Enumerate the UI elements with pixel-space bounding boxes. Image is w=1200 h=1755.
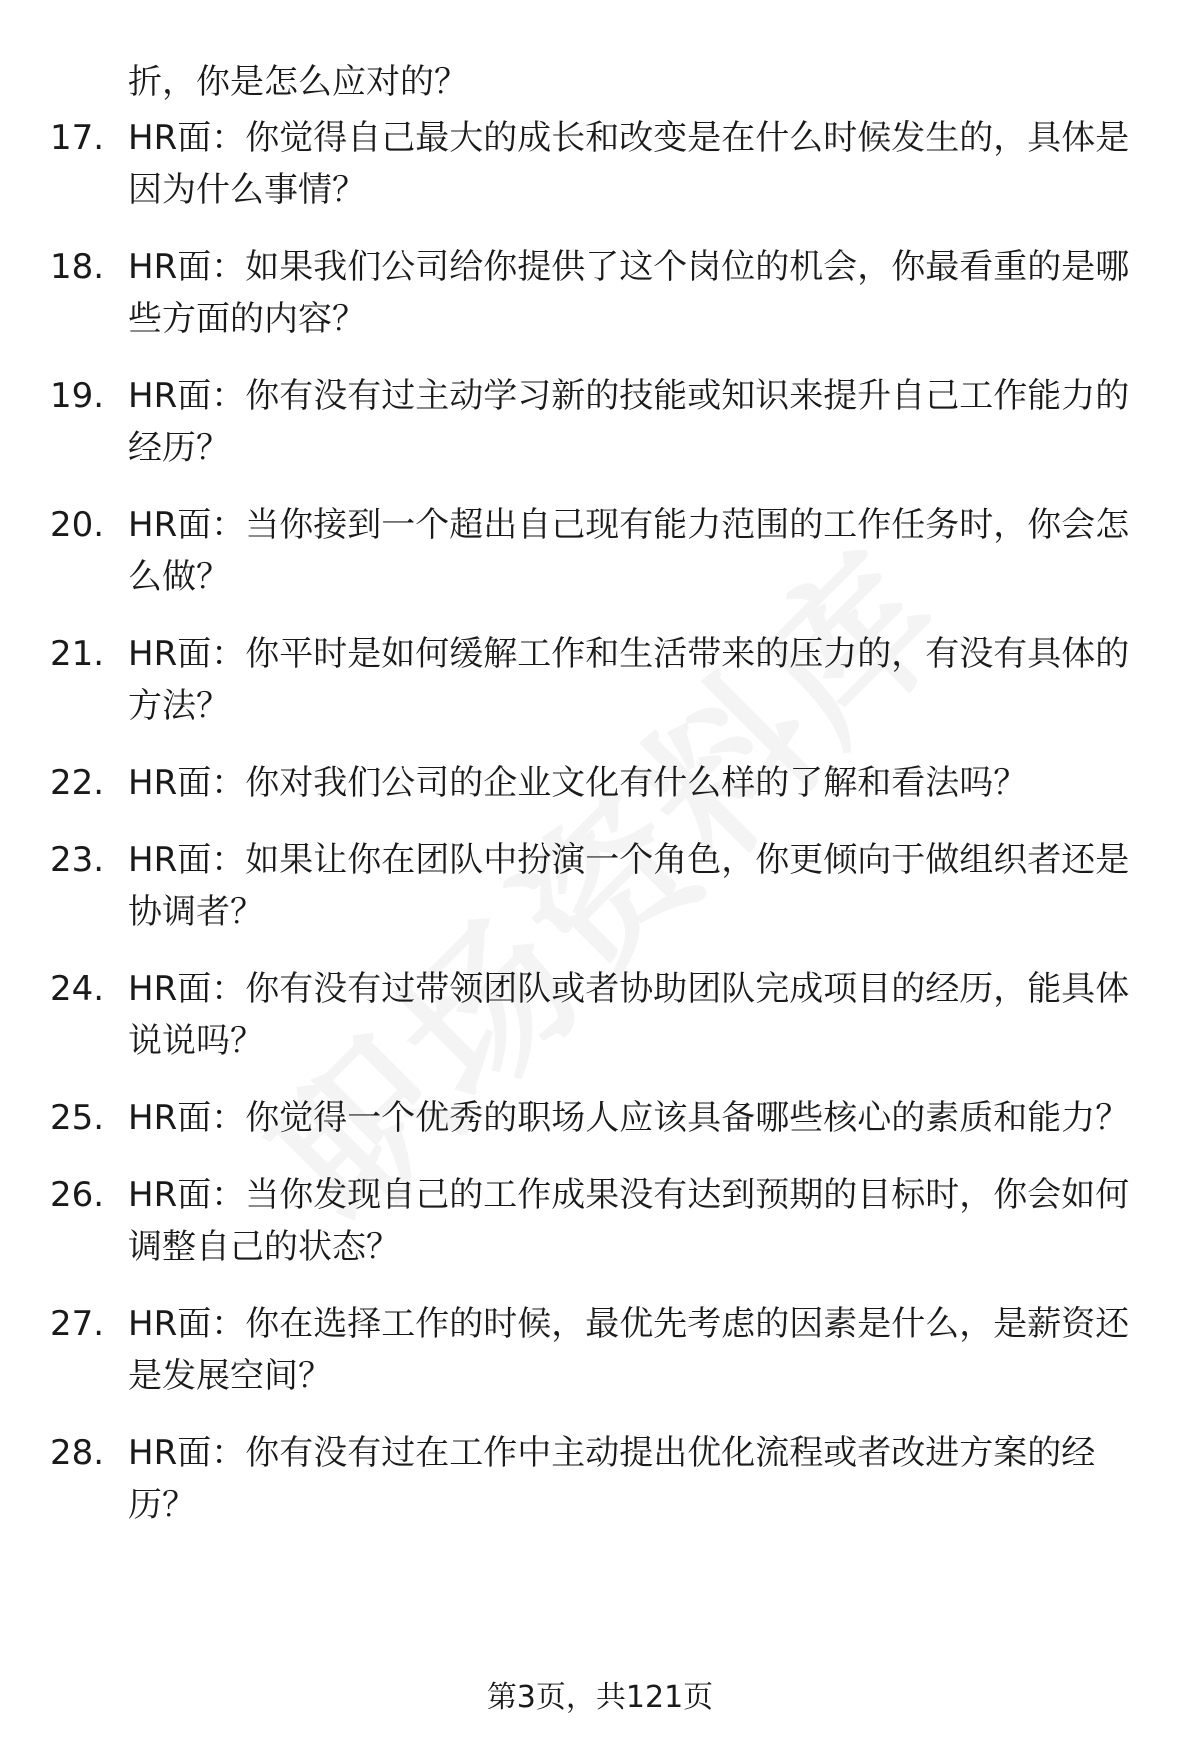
list-item [0,499,1200,603]
list-item [0,834,1200,938]
question-text: HR面：当你发现自己的工作成果没有达到预期的目标时，你会如何调整自己的状态？ [128,1175,1130,1267]
list-item [0,757,1200,809]
list-item [0,241,1200,345]
list-item [0,963,1200,1067]
question-number: 27. [50,1304,105,1344]
question-text: HR面：你觉得一个优秀的职场人应该具备哪些核心的素质和能力？ [128,1098,1130,1138]
continued-question-text: 折，你是怎么应对的？ [128,62,468,102]
list-item [0,1169,1200,1273]
question-number: 24. [50,969,105,1009]
question-text: HR面：你有没有过带领团队或者协助团队完成项目的经历，能具体说说吗？ [128,969,1130,1061]
list-item [0,1092,1200,1144]
question-number: 17. [50,118,105,158]
page-number-footer: 第3页，共121页 [486,1680,714,1715]
question-number: 26. [50,1175,105,1215]
list-item [0,1427,1200,1531]
question-text: HR面：你觉得自己最大的成长和改变是在什么时候发生的，具体是因为什么事情？ [128,118,1130,210]
question-text: HR面：你平时是如何缓解工作和生活带来的压力的，有没有具体的方法？ [128,634,1130,726]
list-item [0,628,1200,732]
question-text: HR面：如果我们公司给你提供了这个岗位的机会，你最看重的是哪些方面的内容？ [128,247,1130,339]
question-number: 23. [50,840,105,880]
question-text: HR面：你有没有过主动学习新的技能或知识来提升自己工作能力的经历？ [128,376,1130,468]
question-number: 21. [50,634,105,674]
question-text: HR面：你在选择工作的时候，最优先考虑的因素是什么，是薪资还是发展空间？ [128,1304,1130,1396]
question-number: 22. [50,763,105,803]
list-item [0,370,1200,474]
list-item [0,1298,1200,1402]
question-number: 25. [50,1098,105,1138]
question-text: HR面：你对我们公司的企业文化有什么样的了解和看法吗？ [128,763,1028,803]
question-number: 28. [50,1433,105,1473]
question-list [0,112,1200,1556]
question-text: HR面：你有没有过在工作中主动提出优化流程或者改进方案的经历？ [128,1433,1096,1525]
list-item [0,112,1200,216]
question-text: HR面：当你接到一个超出自己现有能力范围的工作任务时，你会怎么做？ [128,505,1130,597]
question-number: 20. [50,505,105,545]
question-number: 19. [50,376,105,416]
question-number: 18. [50,247,105,287]
question-text: HR面：如果让你在团队中扮演一个角色，你更倾向于做组织者还是协调者？ [128,840,1130,932]
